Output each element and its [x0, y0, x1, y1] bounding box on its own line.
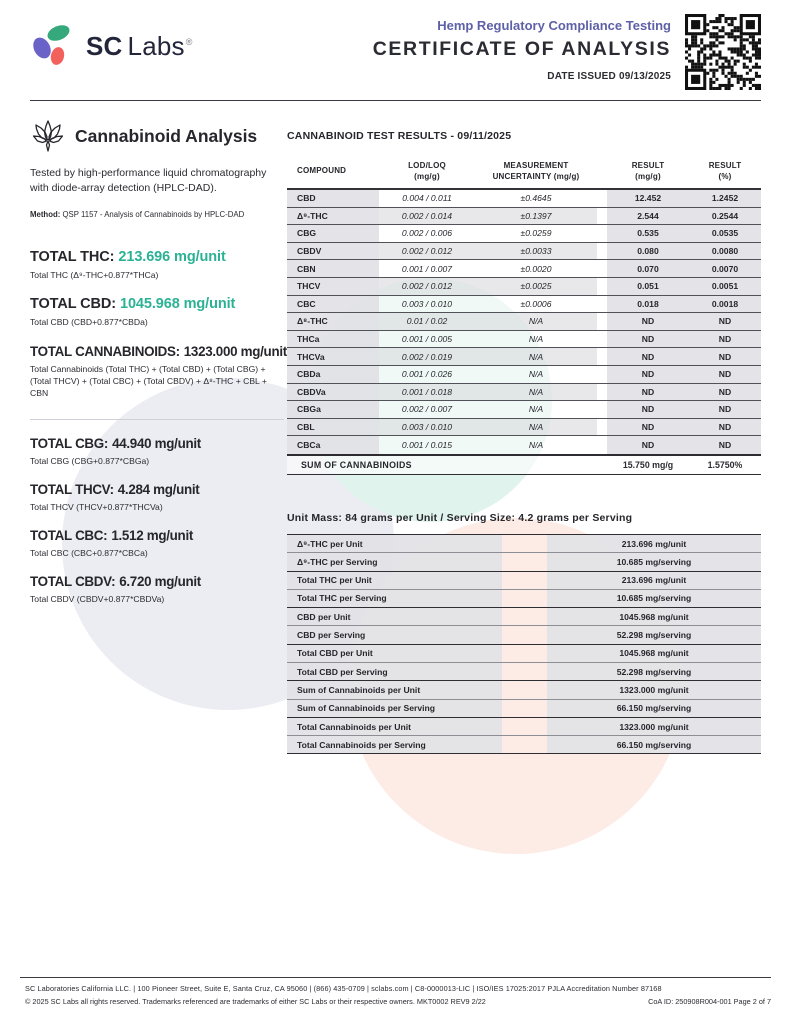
col-header-lodloq: LOD/LOQ (mg/g)	[408, 160, 446, 181]
logo-leaf-coral	[49, 46, 66, 67]
total-thc-label: TOTAL THC:	[30, 249, 115, 266]
logo-wordmark	[86, 31, 193, 62]
unit-mass-value: 10.685 mg/serving	[547, 590, 761, 607]
header-titles	[373, 18, 671, 82]
lodloq-cell: 0.001 / 0.026	[379, 366, 475, 383]
results-column	[287, 130, 761, 754]
result-mg-cell: ND	[607, 419, 689, 436]
total-cannabinoids-line	[30, 343, 287, 359]
lodloq-cell: 0.002 / 0.012	[379, 278, 475, 295]
result-pct-cell: ND	[689, 384, 761, 401]
gap-cell	[597, 278, 607, 295]
compound-cell: THCVa	[287, 348, 379, 365]
gap-cell	[597, 436, 607, 454]
results-table-title: CANNABINOID TEST RESULTS - 09/11/2025	[287, 130, 512, 142]
section-header	[30, 118, 284, 154]
result-mg-cell: ND	[607, 348, 689, 365]
results-table-row	[287, 436, 761, 454]
footer-lab-info: SC Laboratories California LLC. | 100 Pioneer Street, Suite E, Santa Cruz, CA 95060 | (866) 435-0709 | sclabs.com | C8-0000013-LIC | ISO/IES 17025:2017 PJLA Accreditation Number 87168	[25, 984, 662, 993]
unit-mass-value: 1323.000 mg/unit	[547, 718, 761, 735]
gap-cell	[597, 260, 607, 277]
uncertainty-cell: ±0.4645	[475, 190, 597, 207]
gap-cell	[597, 190, 607, 207]
uncertainty-cell: ±0.0006	[475, 296, 597, 313]
total-cbdv-line	[30, 574, 284, 589]
total-cbg-formula: Total CBG (CBG+0.877*CBGa)	[30, 455, 150, 466]
unit-mass-value: 1045.968 mg/unit	[547, 608, 761, 625]
lodloq-cell: 0.002 / 0.014	[379, 208, 475, 225]
lodloq-cell: 0.001 / 0.005	[379, 331, 475, 348]
sum-result-mg: 15.750 mg/g	[622, 459, 674, 470]
sum-label: SUM OF CANNABINOIDS	[301, 459, 412, 470]
unit-mass-label: Total CBD per Unit	[287, 645, 502, 662]
total-cbc-label: TOTAL CBC:	[30, 527, 108, 543]
total-thc-block	[30, 249, 284, 281]
method-label: Method:	[30, 210, 61, 220]
qr-code	[685, 14, 761, 90]
total-cbc-value: 1.512 mg/unit	[111, 527, 194, 543]
header-divider	[30, 100, 761, 101]
uncertainty-cell: N/A	[475, 436, 597, 454]
unit-mass-value: 1045.968 mg/unit	[547, 645, 761, 662]
total-cbdv-formula: Total CBDV (CBDV+0.877*CBDVa)	[30, 593, 165, 604]
total-cbd-label: TOTAL CBD:	[30, 296, 116, 313]
col-header-uncertainty: MEASUREMENT UNCERTAINTY (mg/g)	[492, 160, 580, 181]
uncertainty-cell: N/A	[475, 348, 597, 365]
unit-mass-spacer	[502, 553, 547, 570]
lodloq-cell: 0.001 / 0.015	[379, 436, 475, 454]
unit-mass-label: Total CBD per Serving	[287, 663, 502, 680]
col-header-result-mg: RESULT (mg/g)	[631, 160, 665, 181]
left-column-divider	[30, 419, 284, 420]
gap-cell	[597, 348, 607, 365]
gap-cell	[597, 208, 607, 225]
total-cbdv-value: 6.720 mg/unit	[119, 573, 201, 589]
total-cannabinoids-formula: Total Cannabinoids (Total THC) + (Total CBD) + (Total CBG) + (Total THCV) + (Total CBC) + (Total CBDV) + Δ⁸-THC + CBL + CBN	[30, 363, 267, 398]
result-pct-cell: 0.2544	[689, 208, 761, 225]
date-issued: DATE ISSUED 09/13/2025	[547, 71, 671, 82]
lodloq-cell: 0.003 / 0.010	[379, 419, 475, 436]
result-mg-cell: ND	[607, 366, 689, 383]
unit-mass-spacer	[502, 590, 547, 607]
uncertainty-cell: N/A	[475, 401, 597, 418]
results-table-row	[287, 419, 761, 437]
total-cbg-line	[30, 436, 284, 451]
compound-cell: CBDV	[287, 243, 379, 260]
results-table-row	[287, 401, 761, 419]
unit-mass-spacer	[502, 663, 547, 680]
result-pct-cell: 0.0070	[689, 260, 761, 277]
lodloq-cell: 0.003 / 0.010	[379, 296, 475, 313]
unit-mass-title: Unit Mass: 84 grams per Unit / Serving Size: 4.2 grams per Serving	[287, 511, 633, 524]
unit-mass-label: Δ⁹-THC per Unit	[287, 535, 502, 552]
unit-mass-spacer	[502, 645, 547, 662]
result-pct-cell: ND	[689, 436, 761, 454]
unit-mass-value: 213.696 mg/unit	[547, 572, 761, 589]
lodloq-cell: 0.002 / 0.012	[379, 243, 475, 260]
unit-mass-label: Total Cannabinoids per Unit	[287, 718, 502, 735]
section-title: Cannabinoid Analysis	[75, 125, 258, 146]
total-cbc-line	[30, 528, 284, 543]
total-thcv-formula: Total THCV (THCV+0.877*THCVa)	[30, 501, 163, 512]
result-pct-cell: 0.0535	[689, 225, 761, 242]
lodloq-cell: 0.001 / 0.007	[379, 260, 475, 277]
gap-cell	[597, 243, 607, 260]
results-table-row	[287, 260, 761, 278]
col-header-result-pct: RESULT (%)	[708, 160, 742, 181]
unit-mass-label: Total THC per Serving	[287, 590, 502, 607]
uncertainty-cell: ±0.0033	[475, 243, 597, 260]
unit-mass-spacer	[502, 535, 547, 552]
total-cbd-value: 1045.968 mg/unit	[120, 296, 236, 313]
gap-cell	[597, 419, 607, 436]
unit-mass-row	[287, 680, 761, 698]
sum-of-cannabinoids-row	[287, 454, 761, 475]
lodloq-cell: 0.002 / 0.019	[379, 348, 475, 365]
results-table-row	[287, 208, 761, 226]
unit-mass-spacer	[502, 572, 547, 589]
total-cbdv-block	[30, 574, 284, 605]
result-mg-cell: ND	[607, 313, 689, 330]
total-cbc-formula: Total CBC (CBC+0.877*CBCa)	[30, 547, 148, 558]
total-cbg-block	[30, 436, 284, 467]
summary-column	[30, 118, 287, 620]
result-pct-cell: 0.0018	[689, 296, 761, 313]
total-thc-line	[30, 249, 284, 265]
results-table-row	[287, 384, 761, 402]
unit-mass-label: Total Cannabinoids per Serving	[287, 736, 502, 753]
result-pct-cell: ND	[689, 366, 761, 383]
total-cbd-formula: Total CBD (CBD+0.877*CBDa)	[30, 317, 148, 328]
cannabinoid-results-table	[287, 155, 761, 475]
compound-cell: THCV	[287, 278, 379, 295]
uncertainty-cell: N/A	[475, 331, 597, 348]
unit-mass-label: Sum of Cannabinoids per Serving	[287, 700, 502, 717]
unit-mass-value: 66.150 mg/serving	[547, 700, 761, 717]
gap-cell	[597, 225, 607, 242]
unit-mass-label: Δ⁹-THC per Serving	[287, 553, 502, 570]
footer-copyright: © 2025 SC Labs all rights reserved. Trademarks referenced are trademarks of either SC Labs or their respective owners. MKT0002 REV9 2/22	[25, 997, 486, 1006]
result-mg-cell: 0.018	[607, 296, 689, 313]
cannabis-leaf-icon	[30, 118, 66, 154]
gap-cell	[597, 366, 607, 383]
logo-sc: SC	[86, 30, 123, 61]
total-thc-value: 213.696 mg/unit	[118, 249, 226, 266]
result-mg-cell: 2.544	[607, 208, 689, 225]
unit-mass-value: 52.298 mg/serving	[547, 663, 761, 680]
result-pct-cell: 1.2452	[689, 190, 761, 207]
uncertainty-cell: N/A	[475, 366, 597, 383]
sclabs-logo	[34, 24, 193, 68]
result-mg-cell: 0.070	[607, 260, 689, 277]
results-table-header-row	[287, 155, 761, 190]
unit-mass-row	[287, 534, 761, 552]
total-thcv-value: 4.284 mg/unit	[117, 481, 200, 497]
total-cbd-line	[30, 296, 284, 312]
result-pct-cell: ND	[689, 401, 761, 418]
certificate-title: CERTIFICATE OF ANALYSIS	[372, 38, 671, 60]
total-thc-formula: Total THC (Δ⁹-THC+0.877*THCa)	[30, 270, 159, 281]
lodloq-cell: 0.001 / 0.018	[379, 384, 475, 401]
unit-mass-label: CBD per Serving	[287, 626, 502, 643]
unit-mass-row	[287, 589, 761, 607]
result-mg-cell: 0.051	[607, 278, 689, 295]
total-thcv-label: TOTAL THCV:	[30, 481, 114, 497]
result-mg-cell: ND	[607, 331, 689, 348]
unit-mass-value: 1323.000 mg/unit	[547, 681, 761, 698]
compound-cell: Δ⁹-THC	[287, 208, 379, 225]
footer-coa-id: CoA ID: 250908R004-001 Page 2 of 7	[648, 997, 771, 1006]
unit-mass-value: 213.696 mg/unit	[547, 535, 761, 552]
compound-cell: CBGa	[287, 401, 379, 418]
result-mg-cell: 0.535	[607, 225, 689, 242]
results-table-row	[287, 225, 761, 243]
total-cbg-value: 44.940 mg/unit	[112, 435, 201, 451]
result-pct-cell: 0.0080	[689, 243, 761, 260]
unit-mass-label: Sum of Cannabinoids per Unit	[287, 681, 502, 698]
unit-mass-spacer	[502, 718, 547, 735]
unit-mass-row	[287, 699, 761, 717]
uncertainty-cell: N/A	[475, 419, 597, 436]
sum-result-pct: 1.5750%	[707, 459, 743, 470]
result-mg-cell: 0.080	[607, 243, 689, 260]
result-mg-cell: ND	[607, 401, 689, 418]
unit-mass-row	[287, 607, 761, 625]
result-pct-cell: ND	[689, 348, 761, 365]
unit-mass-table	[287, 534, 761, 755]
total-thcv-block	[30, 482, 284, 513]
results-table-row	[287, 190, 761, 208]
compound-cell: Δ⁸-THC	[287, 313, 379, 330]
footer-meta-row	[25, 997, 771, 1006]
footer	[20, 977, 771, 1006]
unit-mass-row	[287, 571, 761, 589]
unit-mass-label: Total THC per Unit	[287, 572, 502, 589]
results-table-row	[287, 331, 761, 349]
unit-mass-value: 52.298 mg/serving	[547, 626, 761, 643]
total-cannabinoids-block	[30, 343, 287, 399]
results-table-row	[287, 243, 761, 261]
total-thcv-line	[30, 482, 284, 497]
result-pct-cell: ND	[689, 313, 761, 330]
uncertainty-cell: ±0.0025	[475, 278, 597, 295]
unit-mass-spacer	[502, 608, 547, 625]
method-value: QSP 1157 - Analysis of Cannabinoids by HPLC-DAD	[60, 210, 245, 220]
lodloq-cell: 0.01 / 0.02	[379, 313, 475, 330]
result-mg-cell: ND	[607, 436, 689, 454]
footer-divider	[20, 977, 771, 978]
gap-cell	[597, 313, 607, 330]
unit-mass-value: 10.685 mg/serving	[547, 553, 761, 570]
compound-cell: CBDVa	[287, 384, 379, 401]
result-mg-cell: ND	[607, 384, 689, 401]
compound-cell: THCa	[287, 331, 379, 348]
sclabs-logo-mark-icon	[34, 24, 76, 68]
unit-mass-value: 66.150 mg/serving	[547, 736, 761, 753]
uncertainty-cell: N/A	[475, 313, 597, 330]
unit-mass-row	[287, 552, 761, 570]
compound-cell: CBC	[287, 296, 379, 313]
total-cannabinoids-value: 1323.000 mg/unit	[183, 343, 287, 359]
results-table-row	[287, 278, 761, 296]
compound-cell: CBN	[287, 260, 379, 277]
unit-mass-row	[287, 625, 761, 643]
total-cbd-block	[30, 296, 284, 328]
result-pct-cell: ND	[689, 331, 761, 348]
method-reference	[30, 210, 284, 219]
method-description: Tested by high-performance liquid chromatography with diode-array detection (HPLC-DAD).	[30, 167, 267, 195]
compound-cell: CBL	[287, 419, 379, 436]
col-header-compound: COMPOUND	[297, 166, 347, 176]
registered-mark: ®	[185, 36, 193, 47]
compound-cell: CBDa	[287, 366, 379, 383]
gap-cell	[597, 401, 607, 418]
result-pct-cell: ND	[689, 419, 761, 436]
unit-mass-row	[287, 662, 761, 680]
result-pct-cell: 0.0051	[689, 278, 761, 295]
header	[30, 14, 761, 94]
unit-mass-spacer	[502, 700, 547, 717]
uncertainty-cell: ±0.0259	[475, 225, 597, 242]
unit-mass-spacer	[502, 681, 547, 698]
program-title: Hemp Regulatory Compliance Testing	[437, 18, 671, 33]
unit-mass-row	[287, 717, 761, 735]
results-table-body	[287, 190, 761, 454]
lodloq-cell: 0.004 / 0.011	[379, 190, 475, 207]
lodloq-cell: 0.002 / 0.006	[379, 225, 475, 242]
results-table-row	[287, 296, 761, 314]
gap-cell	[597, 331, 607, 348]
compound-cell: CBG	[287, 225, 379, 242]
uncertainty-cell: ±0.0020	[475, 260, 597, 277]
unit-mass-spacer	[502, 626, 547, 643]
total-cbc-block	[30, 528, 284, 559]
col-header-gap	[597, 155, 607, 188]
logo-labs: Labs	[127, 30, 185, 61]
gap-cell	[597, 296, 607, 313]
compound-cell: CBCa	[287, 436, 379, 454]
total-cbg-label: TOTAL CBG:	[30, 435, 109, 451]
results-table-row	[287, 348, 761, 366]
gap-cell	[597, 384, 607, 401]
lodloq-cell: 0.002 / 0.007	[379, 401, 475, 418]
unit-mass-label: CBD per Unit	[287, 608, 502, 625]
unit-mass-spacer	[502, 736, 547, 753]
uncertainty-cell: N/A	[475, 384, 597, 401]
compound-cell: CBD	[287, 190, 379, 207]
unit-mass-row	[287, 735, 761, 753]
total-cbdv-label: TOTAL CBDV:	[30, 573, 116, 589]
unit-mass-row	[287, 644, 761, 662]
total-cannabinoids-label: TOTAL CANNABINOIDS:	[30, 343, 180, 359]
uncertainty-cell: ±0.1397	[475, 208, 597, 225]
result-mg-cell: 12.452	[607, 190, 689, 207]
results-table-row	[287, 313, 761, 331]
logo-leaf-green	[45, 22, 72, 44]
results-table-row	[287, 366, 761, 384]
